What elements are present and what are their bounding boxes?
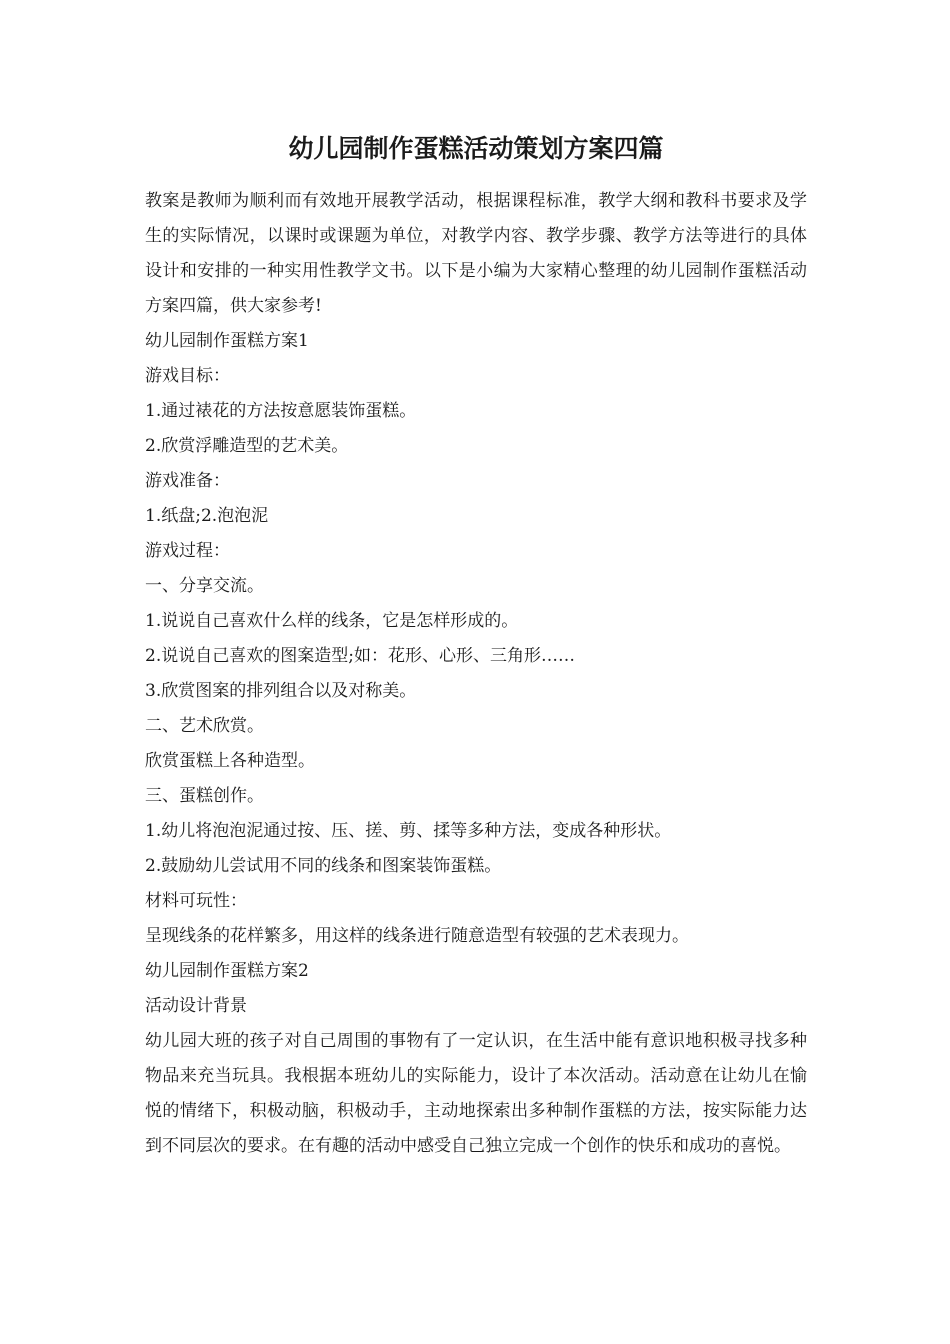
heading-plan-1: 幼儿园制作蛋糕方案1 [145,331,309,351]
section-label: 游戏过程： [145,541,230,561]
list-item: 3.欣赏图案的排列组合以及对称美。 [145,681,417,701]
step-heading: 二、艺术欣赏。 [145,716,264,736]
section-label: 活动设计背景 [145,996,247,1016]
document-page [145,128,807,1164]
step-heading: 三、蛋糕创作。 [145,786,264,806]
intro-paragraph: 教案是教师为顺利而有效地开展教学活动，根据课程标准，教学大纲和教科书要求及学生的实际情况，以课时或课题为单位，对教学内容、教学步骤、教学方法等进行的具体设计和安排的一种实用性教学文书。以下是小编为大家精心整理的幼儿园制作蛋糕活动方案四篇，供大家参考! [145,191,807,316]
section-label: 材料可玩性： [145,891,247,911]
list-item: 1.纸盘;2.泡泡泥 [145,506,269,526]
list-item: 2.欣赏浮雕造型的艺术美。 [145,436,349,456]
text-line: 欣赏蛋糕上各种造型。 [145,751,315,771]
heading-plan-2: 幼儿园制作蛋糕方案2 [145,961,309,981]
section-label: 游戏准备： [145,471,230,491]
step-heading: 一、分享交流。 [145,576,264,596]
list-item: 1.通过裱花的方法按意愿装饰蛋糕。 [145,401,417,421]
content-lines [145,324,807,1024]
list-item: 2.鼓励幼儿尝试用不同的线条和图案装饰蛋糕。 [145,856,502,876]
document-title: 幼儿园制作蛋糕活动策划方案四篇 [288,134,664,163]
list-item: 2.说说自己喜欢的图案造型;如：花形、心形、三角形…… [145,646,575,666]
background-paragraph: 幼儿园大班的孩子对自己周围的事物有了一定认识，在生活中能有意识地积极寻找多种物品来充当玩具。我根据本班幼儿的实际能力，设计了本次活动。活动意在让幼儿在愉悦的情绪下，积极动脑，积极动手，主动地探索出多种制作蛋糕的方法，按实际能力达到不同层次的要求。在有趣的活动中感受自己独立完成一个创作的快乐和成功的喜悦。 [145,1031,807,1156]
text-line: 呈现线条的花样繁多，用这样的线条进行随意造型有较强的艺术表现力。 [145,926,689,946]
list-item: 1.说说自己喜欢什么样的线条，它是怎样形成的。 [145,611,519,631]
section-label: 游戏目标： [145,366,230,386]
list-item: 1.幼儿将泡泡泥通过按、压、搓、剪、揉等多种方法，变成各种形状。 [145,821,672,841]
